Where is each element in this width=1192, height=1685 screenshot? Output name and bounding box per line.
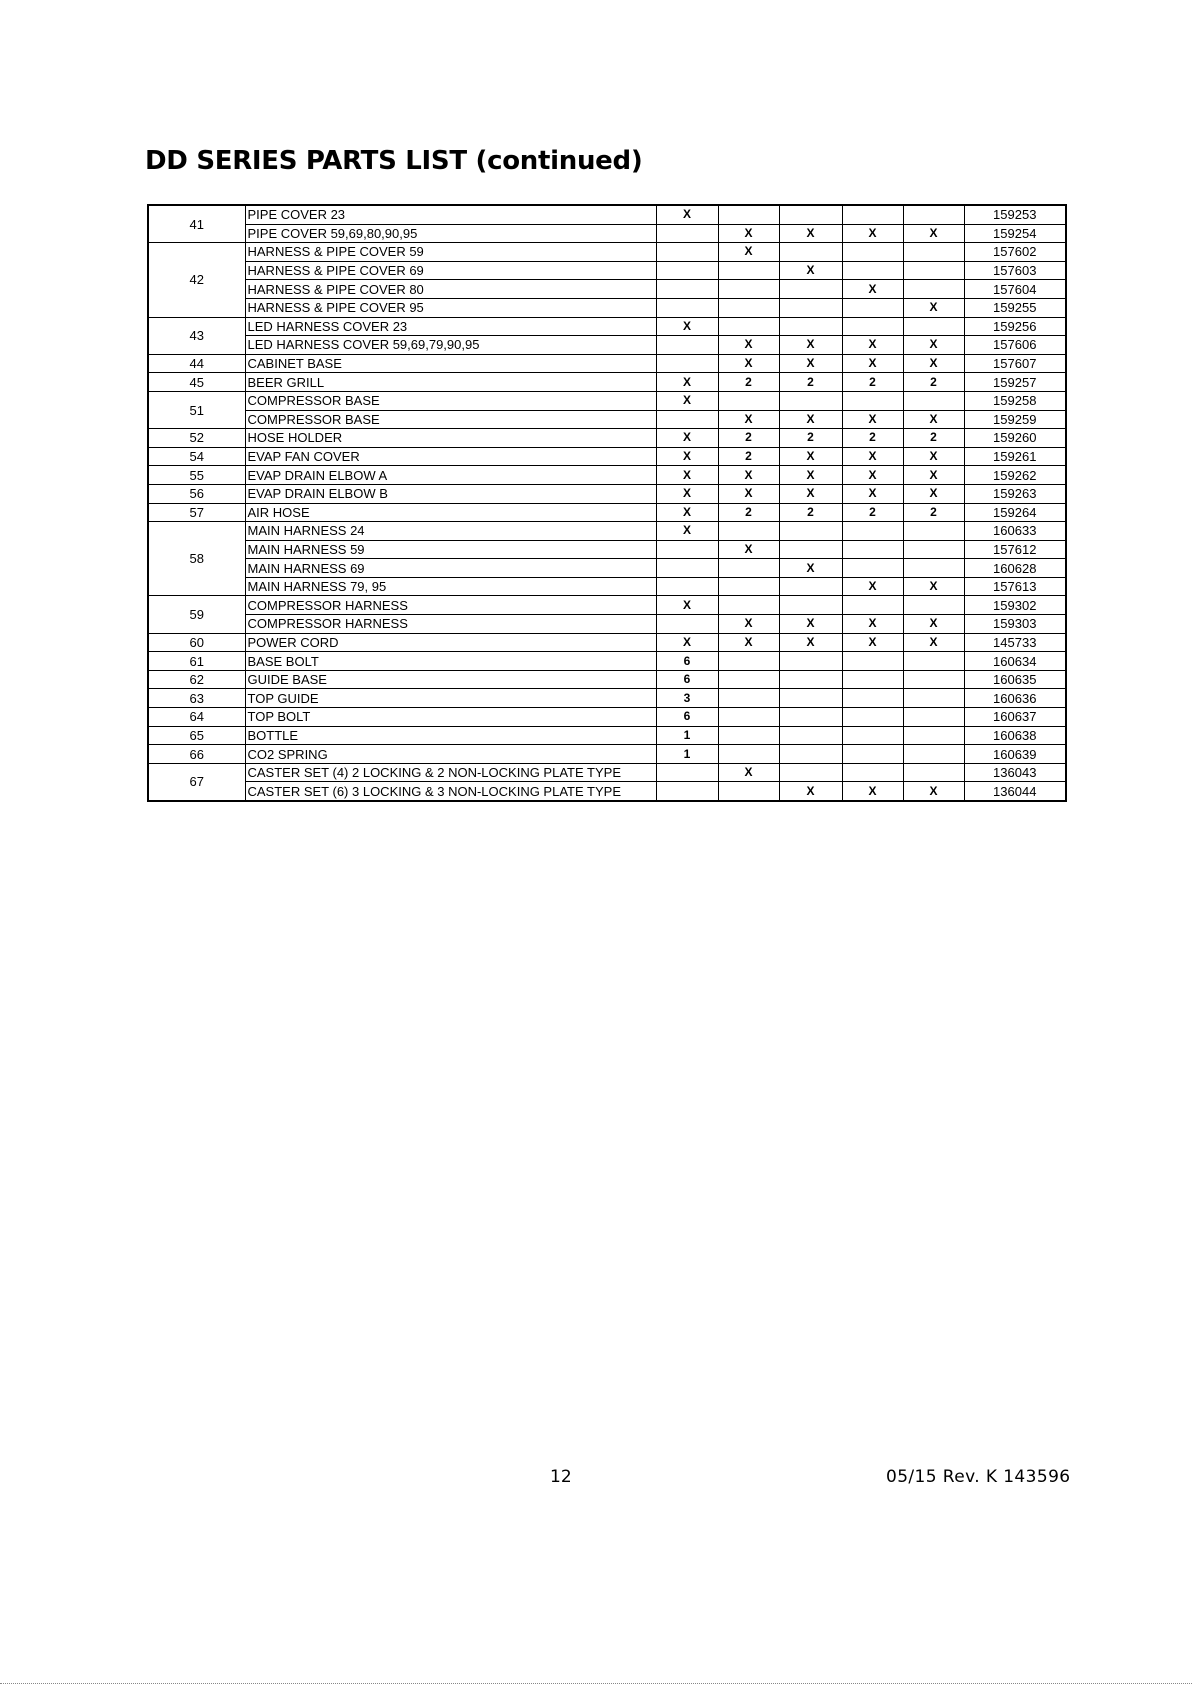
- model-mark-cell: [842, 298, 903, 317]
- model-mark-cell: [842, 540, 903, 559]
- model-mark-cell: [779, 317, 842, 336]
- table-row: [148, 410, 1066, 429]
- table-row: [148, 577, 1066, 596]
- item-number-cell: 41: [148, 205, 245, 243]
- model-mark-cell: [656, 298, 718, 317]
- table-row: [148, 447, 1066, 466]
- model-mark-cell: [779, 652, 842, 671]
- model-mark-cell: X: [842, 280, 903, 299]
- model-mark-cell: [779, 689, 842, 708]
- model-mark-cell: X: [718, 540, 779, 559]
- description-cell: BOTTLE: [245, 726, 656, 745]
- parts-table-body: [148, 205, 1066, 801]
- model-mark-cell: X: [718, 410, 779, 429]
- model-mark-cell: [903, 317, 964, 336]
- model-mark-cell: X: [718, 336, 779, 355]
- model-mark-cell: X: [842, 224, 903, 243]
- description-cell: COMPRESSOR HARNESS: [245, 596, 656, 615]
- table-row: [148, 689, 1066, 708]
- description-cell: EVAP DRAIN ELBOW B: [245, 484, 656, 503]
- part-number-cell: 136044: [964, 782, 1066, 801]
- table-row: [148, 466, 1066, 485]
- model-mark-cell: 2: [779, 429, 842, 448]
- model-mark-cell: 2: [718, 373, 779, 392]
- part-number-cell: 157602: [964, 243, 1066, 262]
- model-mark-cell: 3: [656, 689, 718, 708]
- table-row: [148, 540, 1066, 559]
- model-mark-cell: X: [903, 224, 964, 243]
- model-mark-cell: [779, 745, 842, 764]
- part-number-cell: 159254: [964, 224, 1066, 243]
- model-mark-cell: [656, 559, 718, 578]
- model-mark-cell: [842, 763, 903, 782]
- model-mark-cell: X: [779, 261, 842, 280]
- model-mark-cell: 2: [779, 373, 842, 392]
- description-cell: HARNESS & PIPE COVER 69: [245, 261, 656, 280]
- model-mark-cell: X: [903, 447, 964, 466]
- table-row: [148, 484, 1066, 503]
- model-mark-cell: X: [779, 354, 842, 373]
- table-row: [148, 205, 1066, 224]
- model-mark-cell: [842, 726, 903, 745]
- model-mark-cell: 2: [842, 503, 903, 522]
- model-mark-cell: [656, 261, 718, 280]
- part-number-cell: 159263: [964, 484, 1066, 503]
- model-mark-cell: [903, 726, 964, 745]
- description-cell: HARNESS & PIPE COVER 80: [245, 280, 656, 299]
- model-mark-cell: [656, 354, 718, 373]
- model-mark-cell: [842, 205, 903, 224]
- part-number-cell: 160633: [964, 522, 1066, 541]
- description-cell: HARNESS & PIPE COVER 95: [245, 298, 656, 317]
- model-mark-cell: [842, 243, 903, 262]
- model-mark-cell: X: [656, 391, 718, 410]
- part-number-cell: 160634: [964, 652, 1066, 671]
- part-number-cell: 160637: [964, 708, 1066, 727]
- model-mark-cell: X: [779, 484, 842, 503]
- model-mark-cell: X: [656, 596, 718, 615]
- model-mark-cell: X: [656, 447, 718, 466]
- model-mark-cell: X: [903, 484, 964, 503]
- model-mark-cell: X: [718, 763, 779, 782]
- description-cell: PIPE COVER 23: [245, 205, 656, 224]
- part-number-cell: 157604: [964, 280, 1066, 299]
- model-mark-cell: [779, 670, 842, 689]
- description-cell: TOP GUIDE: [245, 689, 656, 708]
- model-mark-cell: [903, 540, 964, 559]
- item-number-cell: 64: [148, 708, 245, 727]
- item-number-cell: 67: [148, 763, 245, 801]
- description-cell: CASTER SET (6) 3 LOCKING & 3 NON-LOCKING PLATE TYPE: [245, 782, 656, 801]
- model-mark-cell: [842, 745, 903, 764]
- model-mark-cell: X: [842, 633, 903, 652]
- part-number-cell: 136043: [964, 763, 1066, 782]
- table-row: [148, 280, 1066, 299]
- model-mark-cell: X: [842, 447, 903, 466]
- model-mark-cell: X: [779, 336, 842, 355]
- model-mark-cell: [903, 243, 964, 262]
- model-mark-cell: [903, 261, 964, 280]
- item-number-cell: 57: [148, 503, 245, 522]
- model-mark-cell: 6: [656, 708, 718, 727]
- item-number-cell: 59: [148, 596, 245, 633]
- model-mark-cell: X: [842, 466, 903, 485]
- table-row: [148, 503, 1066, 522]
- model-mark-cell: X: [718, 633, 779, 652]
- model-mark-cell: [718, 317, 779, 336]
- page-title: DD SERIES PARTS LIST (continued): [145, 146, 643, 176]
- model-mark-cell: [903, 745, 964, 764]
- item-number-cell: 65: [148, 726, 245, 745]
- model-mark-cell: X: [903, 633, 964, 652]
- model-mark-cell: X: [779, 782, 842, 801]
- model-mark-cell: [903, 670, 964, 689]
- table-row: [148, 615, 1066, 634]
- model-mark-cell: [779, 391, 842, 410]
- table-row: [148, 373, 1066, 392]
- part-number-cell: 160638: [964, 726, 1066, 745]
- table-row: [148, 354, 1066, 373]
- table-row: [148, 317, 1066, 336]
- model-mark-cell: [656, 763, 718, 782]
- description-cell: COMPRESSOR BASE: [245, 391, 656, 410]
- model-mark-cell: 2: [903, 429, 964, 448]
- description-cell: LED HARNESS COVER 59,69,79,90,95: [245, 336, 656, 355]
- model-mark-cell: [903, 689, 964, 708]
- table-row: [148, 726, 1066, 745]
- table-row: [148, 298, 1066, 317]
- item-number-cell: 66: [148, 745, 245, 764]
- model-mark-cell: [656, 615, 718, 634]
- model-mark-cell: X: [842, 410, 903, 429]
- model-mark-cell: X: [656, 522, 718, 541]
- model-mark-cell: X: [779, 447, 842, 466]
- item-number-cell: 51: [148, 391, 245, 428]
- description-cell: COMPRESSOR BASE: [245, 410, 656, 429]
- model-mark-cell: [842, 317, 903, 336]
- description-cell: MAIN HARNESS 79, 95: [245, 577, 656, 596]
- part-number-cell: 159262: [964, 466, 1066, 485]
- model-mark-cell: X: [656, 429, 718, 448]
- model-mark-cell: [718, 577, 779, 596]
- model-mark-cell: [656, 410, 718, 429]
- model-mark-cell: 2: [903, 503, 964, 522]
- model-mark-cell: 2: [718, 503, 779, 522]
- item-number-cell: 45: [148, 373, 245, 392]
- item-number-cell: 42: [148, 243, 245, 317]
- description-cell: EVAP FAN COVER: [245, 447, 656, 466]
- model-mark-cell: [903, 763, 964, 782]
- model-mark-cell: X: [903, 336, 964, 355]
- model-mark-cell: X: [903, 782, 964, 801]
- description-cell: COMPRESSOR HARNESS: [245, 615, 656, 634]
- part-number-cell: 159302: [964, 596, 1066, 615]
- model-mark-cell: 2: [779, 503, 842, 522]
- item-number-cell: 44: [148, 354, 245, 373]
- model-mark-cell: 2: [842, 373, 903, 392]
- model-mark-cell: [718, 596, 779, 615]
- part-number-cell: 157603: [964, 261, 1066, 280]
- part-number-cell: 159259: [964, 410, 1066, 429]
- model-mark-cell: [779, 708, 842, 727]
- table-row: [148, 261, 1066, 280]
- model-mark-cell: [779, 243, 842, 262]
- table-row: [148, 782, 1066, 801]
- model-mark-cell: [718, 670, 779, 689]
- description-cell: LED HARNESS COVER 23: [245, 317, 656, 336]
- part-number-cell: 159264: [964, 503, 1066, 522]
- model-mark-cell: [842, 708, 903, 727]
- description-cell: PIPE COVER 59,69,80,90,95: [245, 224, 656, 243]
- model-mark-cell: 1: [656, 745, 718, 764]
- part-number-cell: 159260: [964, 429, 1066, 448]
- model-mark-cell: [779, 726, 842, 745]
- model-mark-cell: X: [903, 577, 964, 596]
- item-number-cell: 62: [148, 670, 245, 689]
- table-row: [148, 559, 1066, 578]
- part-number-cell: 157606: [964, 336, 1066, 355]
- item-number-cell: 55: [148, 466, 245, 485]
- model-mark-cell: [718, 726, 779, 745]
- model-mark-cell: X: [842, 336, 903, 355]
- model-mark-cell: [842, 689, 903, 708]
- model-mark-cell: [656, 224, 718, 243]
- part-number-cell: 159256: [964, 317, 1066, 336]
- table-row: [148, 522, 1066, 541]
- part-number-cell: 157613: [964, 577, 1066, 596]
- page-bottom-rule: [0, 1683, 1192, 1684]
- description-cell: BEER GRILL: [245, 373, 656, 392]
- table-row: [148, 633, 1066, 652]
- description-cell: MAIN HARNESS 69: [245, 559, 656, 578]
- description-cell: CABINET BASE: [245, 354, 656, 373]
- model-mark-cell: [903, 522, 964, 541]
- part-number-cell: 145733: [964, 633, 1066, 652]
- model-mark-cell: 2: [718, 429, 779, 448]
- part-number-cell: 160636: [964, 689, 1066, 708]
- table-row: [148, 708, 1066, 727]
- model-mark-cell: X: [903, 298, 964, 317]
- item-number-cell: 56: [148, 484, 245, 503]
- table-row: [148, 652, 1066, 671]
- table-row: [148, 243, 1066, 262]
- model-mark-cell: [779, 522, 842, 541]
- part-number-cell: 159261: [964, 447, 1066, 466]
- model-mark-cell: [842, 652, 903, 671]
- model-mark-cell: [779, 205, 842, 224]
- model-mark-cell: X: [842, 577, 903, 596]
- model-mark-cell: [718, 689, 779, 708]
- part-number-cell: 160639: [964, 745, 1066, 764]
- model-mark-cell: X: [842, 782, 903, 801]
- description-cell: CASTER SET (4) 2 LOCKING & 2 NON-LOCKING PLATE TYPE: [245, 763, 656, 782]
- table-row: [148, 596, 1066, 615]
- model-mark-cell: [718, 559, 779, 578]
- model-mark-cell: [656, 577, 718, 596]
- table-row: [148, 670, 1066, 689]
- part-number-cell: 159257: [964, 373, 1066, 392]
- model-mark-cell: 1: [656, 726, 718, 745]
- model-mark-cell: X: [718, 224, 779, 243]
- description-cell: HOSE HOLDER: [245, 429, 656, 448]
- model-mark-cell: X: [656, 205, 718, 224]
- table-row: [148, 391, 1066, 410]
- model-mark-cell: [903, 652, 964, 671]
- model-mark-cell: [656, 336, 718, 355]
- description-cell: MAIN HARNESS 24: [245, 522, 656, 541]
- model-mark-cell: X: [656, 633, 718, 652]
- model-mark-cell: [718, 708, 779, 727]
- model-mark-cell: X: [718, 466, 779, 485]
- model-mark-cell: 2: [718, 447, 779, 466]
- model-mark-cell: [718, 652, 779, 671]
- model-mark-cell: [656, 540, 718, 559]
- model-mark-cell: X: [779, 466, 842, 485]
- model-mark-cell: X: [903, 615, 964, 634]
- model-mark-cell: X: [779, 224, 842, 243]
- item-number-cell: 60: [148, 633, 245, 652]
- model-mark-cell: 6: [656, 652, 718, 671]
- model-mark-cell: [903, 280, 964, 299]
- model-mark-cell: [718, 745, 779, 764]
- model-mark-cell: X: [779, 633, 842, 652]
- model-mark-cell: X: [779, 615, 842, 634]
- model-mark-cell: [903, 596, 964, 615]
- model-mark-cell: X: [903, 466, 964, 485]
- item-number-cell: 61: [148, 652, 245, 671]
- model-mark-cell: 2: [842, 429, 903, 448]
- description-cell: CO2 SPRING: [245, 745, 656, 764]
- part-number-cell: 159303: [964, 615, 1066, 634]
- description-cell: EVAP DRAIN ELBOW A: [245, 466, 656, 485]
- table-row: [148, 429, 1066, 448]
- model-mark-cell: [779, 280, 842, 299]
- model-mark-cell: [842, 391, 903, 410]
- description-cell: BASE BOLT: [245, 652, 656, 671]
- model-mark-cell: [903, 391, 964, 410]
- description-cell: AIR HOSE: [245, 503, 656, 522]
- description-cell: TOP BOLT: [245, 708, 656, 727]
- description-cell: POWER CORD: [245, 633, 656, 652]
- model-mark-cell: [842, 559, 903, 578]
- part-number-cell: 157612: [964, 540, 1066, 559]
- model-mark-cell: [718, 280, 779, 299]
- description-cell: MAIN HARNESS 59: [245, 540, 656, 559]
- revision-code: 05/15 Rev. K 143596: [886, 1467, 1071, 1487]
- part-number-cell: 159255: [964, 298, 1066, 317]
- item-number-cell: 63: [148, 689, 245, 708]
- model-mark-cell: X: [842, 354, 903, 373]
- item-number-cell: 43: [148, 317, 245, 354]
- model-mark-cell: X: [718, 243, 779, 262]
- model-mark-cell: [718, 391, 779, 410]
- model-mark-cell: X: [779, 410, 842, 429]
- table-row: [148, 224, 1066, 243]
- model-mark-cell: [656, 243, 718, 262]
- model-mark-cell: [718, 782, 779, 801]
- model-mark-cell: 2: [903, 373, 964, 392]
- model-mark-cell: [842, 522, 903, 541]
- item-number-cell: 58: [148, 522, 245, 596]
- model-mark-cell: X: [718, 354, 779, 373]
- model-mark-cell: X: [718, 615, 779, 634]
- model-mark-cell: [903, 205, 964, 224]
- model-mark-cell: 6: [656, 670, 718, 689]
- model-mark-cell: [718, 522, 779, 541]
- table-row: [148, 745, 1066, 764]
- model-mark-cell: X: [656, 317, 718, 336]
- model-mark-cell: [842, 261, 903, 280]
- parts-table: [147, 204, 1067, 802]
- model-mark-cell: [779, 298, 842, 317]
- description-cell: HARNESS & PIPE COVER 59: [245, 243, 656, 262]
- model-mark-cell: [718, 205, 779, 224]
- model-mark-cell: [718, 298, 779, 317]
- item-number-cell: 52: [148, 429, 245, 448]
- part-number-cell: 159258: [964, 391, 1066, 410]
- model-mark-cell: [842, 596, 903, 615]
- description-cell: GUIDE BASE: [245, 670, 656, 689]
- model-mark-cell: [718, 261, 779, 280]
- part-number-cell: 157607: [964, 354, 1066, 373]
- model-mark-cell: [779, 763, 842, 782]
- model-mark-cell: [779, 540, 842, 559]
- item-number-cell: 54: [148, 447, 245, 466]
- model-mark-cell: X: [656, 484, 718, 503]
- model-mark-cell: X: [656, 466, 718, 485]
- model-mark-cell: X: [779, 559, 842, 578]
- part-number-cell: 160635: [964, 670, 1066, 689]
- part-number-cell: 160628: [964, 559, 1066, 578]
- model-mark-cell: [842, 670, 903, 689]
- model-mark-cell: X: [903, 410, 964, 429]
- page-number: 12: [550, 1467, 572, 1487]
- model-mark-cell: [903, 708, 964, 727]
- model-mark-cell: X: [842, 484, 903, 503]
- model-mark-cell: [656, 782, 718, 801]
- table-row: [148, 763, 1066, 782]
- model-mark-cell: X: [903, 354, 964, 373]
- part-number-cell: 159253: [964, 205, 1066, 224]
- table-row: [148, 336, 1066, 355]
- model-mark-cell: [656, 280, 718, 299]
- model-mark-cell: X: [656, 373, 718, 392]
- model-mark-cell: X: [718, 484, 779, 503]
- model-mark-cell: X: [656, 503, 718, 522]
- model-mark-cell: [779, 596, 842, 615]
- model-mark-cell: [903, 559, 964, 578]
- model-mark-cell: [779, 577, 842, 596]
- model-mark-cell: X: [842, 615, 903, 634]
